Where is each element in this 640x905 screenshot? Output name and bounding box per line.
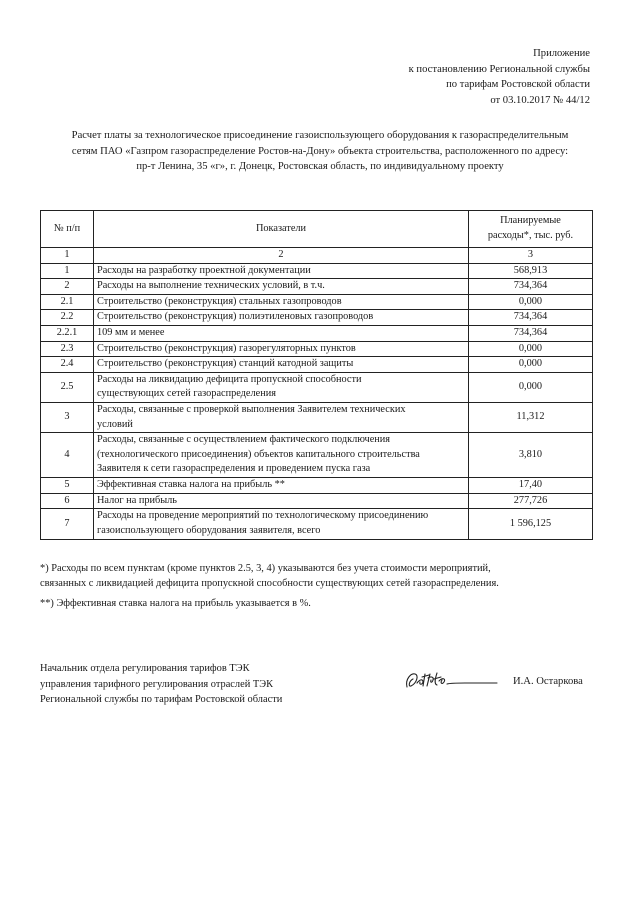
table-row [41,478,593,494]
row-num: 2.2 [41,310,94,326]
table-row [41,294,593,310]
row-num: 2.3 [41,341,94,357]
row-num: 2.1 [41,294,94,310]
table-row [41,509,593,539]
handwritten-signature-icon [403,665,499,693]
appendix-line: от 03.10.2017 № 44/12 [490,94,590,106]
table-row [41,372,593,402]
footnote-2: **) Эффективная ставка налога на прибыль указывается в %. [40,598,311,610]
table-row [41,357,593,373]
appendix-header [409,46,590,108]
appendix-line: по тарифам Ростовской области [446,79,590,90]
row-num: 1 [41,263,94,279]
column-numbers-row [41,248,593,264]
row-name-line: (технологического присоединения) объектов капитального строительства [97,448,420,460]
header-value-line: расходы*, тыс. руб. [487,230,574,241]
appendix-line: к постановлению Региональной службы [408,63,590,75]
row-value: 3,810 [469,433,593,478]
header-num: № п/п [41,211,94,248]
table-row [41,433,593,478]
row-name [94,509,469,539]
table-row [41,493,593,509]
cost-table [40,210,593,540]
table-row [41,279,593,295]
row-name: Строительство (реконструкция) газорегуляторных пунктов [94,341,469,357]
row-name: Строительство (реконструкция) полиэтиленовых газопроводов [94,310,469,326]
footnotes [40,561,610,612]
row-num: 2.2.1 [41,325,94,341]
appendix-line: Приложение [533,48,590,59]
column-number: 3 [469,248,593,264]
row-name [94,402,469,432]
row-name-line: Заявителя к сети газораспределения и проведением пуска газа [97,463,371,475]
row-name: 109 мм и менее [94,325,469,341]
row-name-line: существующих сетей газораспределения [97,388,276,400]
header-name: Показатели [94,211,469,248]
row-value: 0,000 [469,294,593,310]
header-value [469,211,593,248]
document-title [32,128,608,175]
position-line: Региональной службы по тарифам Ростовской области [40,694,283,705]
signatory-position [40,661,282,708]
row-value: 734,364 [469,325,593,341]
title-line: сетям ПАО «Газпром газораспределение Ростов-на-Дону» объекта строительства, расположенного по адресу: [71,145,569,157]
row-num: 2.5 [41,372,94,402]
table-row [41,263,593,279]
table-row [41,325,593,341]
row-name-line: Расходы, связанные с осуществлением фактического подключения [97,434,391,446]
row-name: Эффективная ставка налога на прибыль ** [94,478,469,494]
row-value: 0,000 [469,372,593,402]
row-name-line: Расходы на проведение мероприятий по технологическому присоединению [97,510,429,522]
title-line: пр-т Ленина, 35 «г», г. Донецк, Ростовская область, по индивидуальному проекту [136,161,504,172]
row-name-line: Расходы на ликвидацию дефицита пропускной способности [97,373,362,385]
row-num: 7 [41,509,94,539]
table-row [41,341,593,357]
row-num: 3 [41,402,94,432]
title-line: Расчет платы за технологическое присоединение газоиспользующего оборудования к газораспределительным [71,130,569,141]
row-name-line: газоиспользующего оборудования заявителя, всего [97,524,321,536]
table-row [41,402,593,432]
row-value: 568,913 [469,263,593,279]
row-name [94,433,469,478]
position-line: управления тарифного регулирования отраслей ТЭК [40,678,274,690]
signatory-name: И.А. Остаркова [513,676,583,687]
row-value: 17,40 [469,478,593,494]
row-value: 0,000 [469,341,593,357]
row-num: 4 [41,433,94,478]
row-num: 2.4 [41,357,94,373]
row-name: Строительство (реконструкция) станций катодной защиты [94,357,469,373]
row-num: 6 [41,493,94,509]
row-value: 11,312 [469,402,593,432]
row-name: Налог на прибыль [94,493,469,509]
row-num: 2 [41,279,94,295]
position-line: Начальник отдела регулирования тарифов ТЭК [40,663,250,674]
column-number: 2 [94,248,469,264]
row-value: 734,364 [469,279,593,295]
row-name: Расходы на выполнение технических условий, в т.ч. [94,279,469,295]
footnote-1-line: *) Расходы по всем пунктам (кроме пунктов 2.5, 3, 4) указываются без учета стоимости мероприятий, [40,563,491,574]
row-name-line: Расходы, связанные с проверкой выполнения Заявителем технических [97,403,406,415]
row-name-line: условий [97,418,133,430]
row-name: Строительство (реконструкция) стальных газопроводов [94,294,469,310]
row-value: 277,726 [469,493,593,509]
table-header-row [41,211,593,248]
footnote-1-line: связанных с ликвидацией дефицита пропускной способности существующих сетей газораспределения. [40,578,499,590]
row-value: 1 596,125 [469,509,593,539]
header-value-line: Планируемые [500,215,561,227]
row-value: 734,364 [469,310,593,326]
table-row [41,310,593,326]
row-num: 5 [41,478,94,494]
row-name: Расходы на разработку проектной документации [94,263,469,279]
row-name [94,372,469,402]
column-number: 1 [41,248,94,264]
row-value: 0,000 [469,357,593,373]
